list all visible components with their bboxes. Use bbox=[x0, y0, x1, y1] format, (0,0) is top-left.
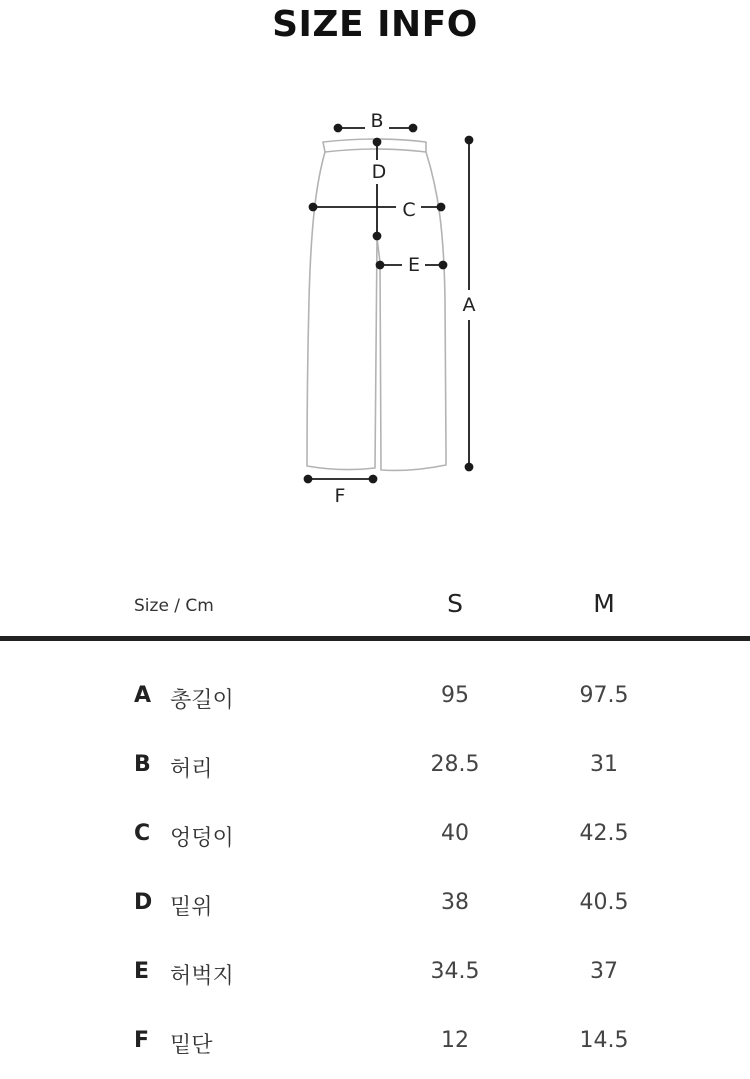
row-value-m: 31 bbox=[590, 752, 618, 777]
measure-b-label: B bbox=[370, 110, 384, 132]
measure-b-dot-left bbox=[335, 125, 342, 132]
row-letter: A bbox=[134, 683, 152, 708]
size-table-header bbox=[0, 585, 750, 629]
measure-f-dot-right bbox=[370, 476, 377, 483]
table-row bbox=[0, 665, 750, 734]
table-divider bbox=[0, 636, 750, 641]
row-value-s: 40 bbox=[441, 821, 469, 846]
size-table-body bbox=[0, 665, 750, 1079]
measure-e-dot-left bbox=[377, 262, 384, 269]
row-value-m: 97.5 bbox=[579, 683, 629, 708]
measure-d-dot-top bbox=[374, 139, 381, 146]
row-value-s: 38 bbox=[441, 890, 469, 915]
measure-e-dot-right bbox=[440, 262, 447, 269]
measure-f-label: F bbox=[334, 485, 346, 507]
column-header-m: M bbox=[593, 589, 615, 618]
row-value-m: 14.5 bbox=[579, 1028, 629, 1053]
table-row bbox=[0, 734, 750, 803]
row-value-s: 34.5 bbox=[430, 959, 480, 984]
row-value-m: 42.5 bbox=[579, 821, 629, 846]
measure-f-dot-left bbox=[305, 476, 312, 483]
row-label: 허리 bbox=[170, 757, 213, 782]
column-header-s: S bbox=[447, 589, 463, 618]
row-value-s: 95 bbox=[441, 683, 469, 708]
table-row bbox=[0, 941, 750, 1010]
measure-d-label: D bbox=[371, 161, 387, 183]
row-value-m: 40.5 bbox=[579, 890, 629, 915]
row-letter: C bbox=[134, 821, 151, 846]
measure-a-label: A bbox=[462, 294, 476, 316]
row-value-s: 28.5 bbox=[430, 752, 480, 777]
row-letter: B bbox=[134, 752, 151, 777]
table-row bbox=[0, 1010, 750, 1079]
table-row bbox=[0, 803, 750, 872]
measure-a-dot-top bbox=[466, 137, 473, 144]
measure-b-dot-right bbox=[410, 125, 417, 132]
measure-c-dot-right bbox=[438, 204, 445, 211]
measure-c-dot-left bbox=[310, 204, 317, 211]
measure-d-dot-bottom bbox=[374, 233, 381, 240]
table-row bbox=[0, 872, 750, 941]
measure-lines bbox=[305, 125, 473, 483]
row-label: 밑단 bbox=[170, 1033, 213, 1058]
measure-e-label: E bbox=[407, 254, 421, 276]
row-letter: F bbox=[134, 1028, 150, 1053]
row-letter: D bbox=[134, 890, 153, 915]
row-letter: E bbox=[134, 959, 150, 984]
page-title: SIZE INFO bbox=[272, 4, 478, 45]
row-label: 허벅지 bbox=[170, 964, 234, 989]
measure-c-label: C bbox=[402, 199, 416, 221]
row-label: 밑위 bbox=[170, 895, 213, 920]
row-value-m: 37 bbox=[590, 959, 618, 984]
row-label: 엉덩이 bbox=[170, 826, 234, 851]
row-label: 총길이 bbox=[170, 688, 234, 713]
measure-a-dot-bottom bbox=[466, 464, 473, 471]
row-value-s: 12 bbox=[441, 1028, 469, 1053]
size-unit-label: Size / Cm bbox=[134, 596, 214, 616]
